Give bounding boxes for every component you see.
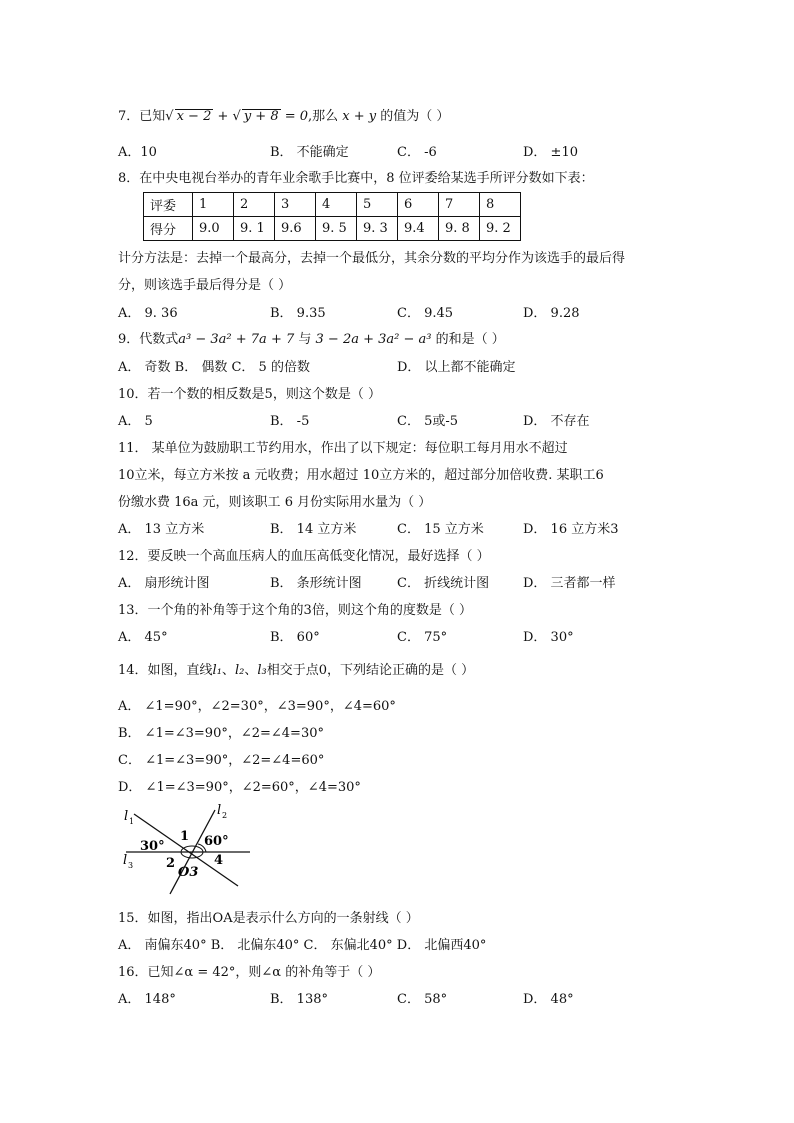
- q11-option-d: D． 16 立方米3: [523, 522, 619, 537]
- table-cell: 9. 5: [316, 217, 357, 241]
- q8-option-d: D． 9.28: [523, 306, 580, 321]
- q16-option-b: B． 138°: [270, 992, 328, 1007]
- q16-option-d: D． 48°: [523, 992, 574, 1007]
- q12-option-a: A． 扇形统计图: [118, 576, 210, 591]
- table-cell: 9.0: [193, 217, 234, 241]
- table-cell: 9.4: [398, 217, 439, 241]
- table-cell: 6: [398, 193, 439, 217]
- label-l2: l: [217, 803, 222, 818]
- table-cell: 9. 2: [480, 217, 521, 241]
- label-o3: O3: [178, 865, 199, 880]
- label-l1-sub: 1: [129, 817, 135, 826]
- q14-option-a: A． ∠1=90°，∠2=30°，∠3=90°，∠4=60°: [118, 699, 396, 714]
- q7-sqrt-a: x − 2: [176, 109, 212, 124]
- q9-expr1: a³ − 3a² + 7a + 7: [178, 332, 295, 347]
- q9-stem: [118, 331, 505, 349]
- table-cell: 2: [234, 193, 275, 217]
- table-cell: 评委: [144, 193, 193, 217]
- q7-tail: 的值为（ ）: [380, 109, 450, 124]
- q14-l3: l₃: [257, 663, 267, 678]
- q10-stem: 10．若一个数的相反数是5，则这个数是（ ）: [118, 387, 381, 402]
- q8-score-table: [143, 192, 521, 241]
- label-l3-sub: 3: [128, 861, 134, 870]
- table-cell: 5: [357, 193, 398, 217]
- q11-option-a: A． 13 立方米: [118, 522, 205, 537]
- table-cell: 3: [275, 193, 316, 217]
- q11-line1: 11． 某单位为鼓励职工节约用水，作出了以下规定：每位职工每月用水不超过: [118, 441, 568, 456]
- q7-plus: +: [213, 109, 233, 124]
- label-angle-2: 2: [166, 856, 176, 871]
- q11-option-c: C． 15 立方米: [397, 522, 484, 537]
- q8-desc-line1: 计分方法是：去掉一个最高分，去掉一个最低分，其余分数的平均分作为该选手的最后得: [118, 251, 626, 266]
- q9-number: 9．代数式: [118, 332, 179, 347]
- label-l1: l: [124, 809, 129, 824]
- q10-option-a: A． 5: [118, 414, 153, 429]
- label-l2-sub: 2: [222, 811, 228, 820]
- q14-lines-figure: [120, 800, 255, 896]
- q7-expr: x + y: [338, 109, 381, 124]
- table-cell: 4: [316, 193, 357, 217]
- q14-stem-b: 相交于点0，下列结论正确的是（ ）: [266, 663, 475, 678]
- label-angle-4: 4: [214, 853, 224, 868]
- q7-number: 7．已知: [118, 109, 166, 124]
- q7-option-b: B． 不能确定: [270, 145, 349, 160]
- q14-stem-a: 14．如图，直线: [118, 663, 213, 678]
- table-row: [144, 193, 521, 217]
- q15-options: A． 南偏东40° B． 北偏东40° C． 东偏北40° D． 北偏西40°: [118, 938, 487, 953]
- q13-option-c: C． 75°: [397, 630, 448, 645]
- q7-rest: ,那么: [308, 109, 339, 124]
- q15-stem: 15．如图，指出OA是表示什么方向的一条射线（ ）: [118, 911, 419, 926]
- q12-option-c: C． 折线统计图: [397, 576, 490, 591]
- table-cell: 得分: [144, 217, 193, 241]
- q9-option-abc: A． 奇数 B． 偶数 C． 5 的倍数: [118, 360, 310, 375]
- q7-option-c: C． -6: [397, 145, 437, 160]
- q7-eq: = 0: [280, 109, 309, 124]
- q9-option-d: D． 以上都不能确定: [397, 360, 516, 375]
- q12-stem: 12．要反映一个高血压病人的血压高低变化情况，最好选择（ ）: [118, 549, 490, 564]
- q13-option-d: D． 30°: [523, 630, 574, 645]
- q7-option-d: D． ±10: [523, 145, 578, 160]
- table-cell: 8: [480, 193, 521, 217]
- q14-l2: l₂: [234, 663, 245, 678]
- q9-expr2: 3 − 2a + 3a² − a³: [315, 332, 432, 347]
- q13-option-b: B． 60°: [270, 630, 320, 645]
- q11-line2: 10立米，每立方米按 a 元收费；用水超过 10立方米的，超过部分加倍收费. 某职工6: [118, 468, 604, 483]
- table-cell: 7: [439, 193, 480, 217]
- q16-option-c: C． 58°: [397, 992, 448, 1007]
- label-angle-1: 1: [180, 829, 190, 844]
- q9-mid: 与: [294, 332, 316, 347]
- q14-sep1: 、: [221, 663, 235, 678]
- q7-option-a: A．10: [118, 145, 157, 160]
- q9-tail: 的和是（ ）: [431, 332, 505, 347]
- q14-option-b: B． ∠1=∠3=90°，∠2=∠4=30°: [118, 726, 324, 741]
- q16-option-a: A． 148°: [118, 992, 176, 1007]
- table-cell: 1: [193, 193, 234, 217]
- q14-l1: l₁: [212, 663, 222, 678]
- q8-desc-line2: 分，则该选手最后得分是（ ）: [118, 278, 292, 293]
- q8-stem: 8．在中央电视台举办的青年业余歌手比赛中，8 位评委给某选手所评分数如下表：: [118, 171, 594, 186]
- q7-stem: 7．已知√ x − 2 + √ y + 8 = 0,那么 x + y 的值为（ ）: [118, 109, 450, 124]
- q8-option-b: B． 9.35: [270, 306, 326, 321]
- table-row: [144, 217, 521, 241]
- q14-sep2: 、: [244, 663, 258, 678]
- label-60-deg: 60°: [204, 834, 229, 849]
- q14-option-c: C． ∠1=∠3=90°，∠2=∠4=60°: [118, 753, 325, 768]
- table-cell: 9. 1: [234, 217, 275, 241]
- q10-option-d: D． 不存在: [523, 414, 590, 429]
- q8-option-a: A． 9. 36: [118, 306, 178, 321]
- q13-stem: 13．一个角的补角等于这个角的3倍，则这个角的度数是（ ）: [118, 603, 472, 618]
- label-l3: l: [123, 853, 128, 868]
- q10-option-c: C． 5或-5: [397, 414, 459, 429]
- table-cell: 9.6: [275, 217, 316, 241]
- table-cell: 9. 8: [439, 217, 480, 241]
- q10-option-b: B． -5: [270, 414, 310, 429]
- q14-option-d: D． ∠1=∠3=90°，∠2=60°，∠4=30°: [118, 780, 361, 795]
- label-30-deg: 30°: [140, 839, 165, 854]
- q8-option-c: C． 9.45: [397, 306, 454, 321]
- table-cell: 9. 3: [357, 217, 398, 241]
- q13-option-a: A． 45°: [118, 630, 168, 645]
- q14-stem: [118, 662, 474, 680]
- q16-stem: 16．已知∠α = 42°，则∠α 的补角等于（ ）: [118, 965, 381, 980]
- q11-option-b: B． 14 立方米: [270, 522, 357, 537]
- q12-option-b: B． 条形统计图: [270, 576, 362, 591]
- q7-sqrt-b: y + 8: [243, 109, 279, 124]
- q12-option-d: D． 三者都一样: [523, 576, 616, 591]
- q11-line3: 份缴水费 16a 元，则该职工 6 月份实际用水量为（ ）: [118, 495, 432, 510]
